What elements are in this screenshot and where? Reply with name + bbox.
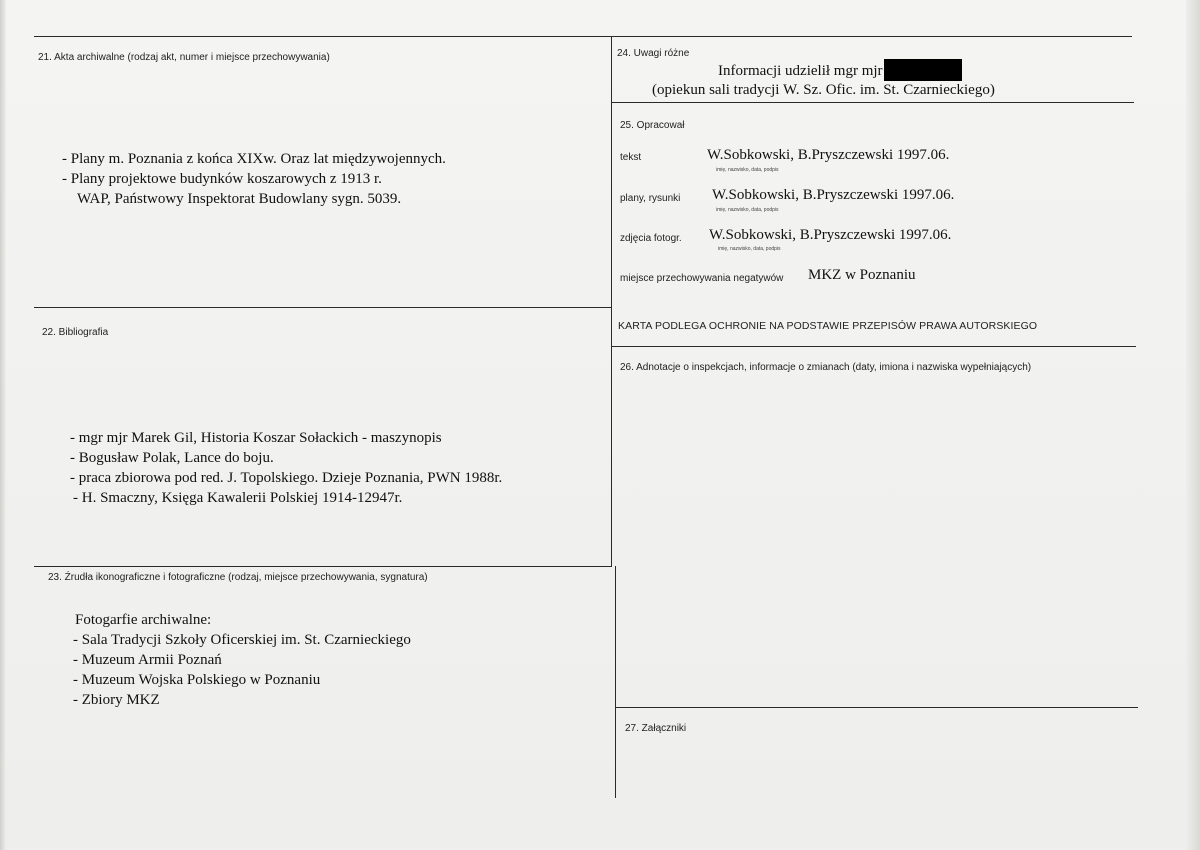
s21-title: 21. Akta archiwalne (rodzaj akt, numer i miejsce przechowywania): [38, 52, 330, 63]
s26-title: 26. Adnotacje o inspekcjach, informacje o zmianach (daty, imiona i nazwiska wypełniających): [620, 362, 1032, 373]
s23-line-3: - Muzeum Wojska Polskiego w Poznaniu: [73, 672, 321, 688]
s23-title: 23. Źrudła ikonograficzne i fotograficzne (rodzaj, miejsce przechowywania, sygnatura): [48, 572, 428, 583]
center-divider-lower: [615, 566, 616, 798]
s25-row-2-value: W.Sobkowski, B.Pryszczewski 1997.06.: [712, 187, 955, 203]
s27-title: 27. Załączniki: [625, 723, 687, 734]
redaction-block: [884, 59, 962, 81]
s25-row-2-sub: imię, nazwisko, data, podpis: [716, 207, 779, 213]
s25-row-3-label: zdjęcia fotogr.: [620, 233, 682, 244]
s21-bottom-rule: [34, 307, 612, 308]
s21-line-3: WAP, Państwowy Inspektorat Budowlany sygn. 5039.: [77, 191, 402, 207]
s23-line-2: - Muzeum Armii Poznań: [73, 652, 222, 668]
s24-bottom-rule: [611, 102, 1134, 103]
paper-edge-right: [1186, 0, 1200, 850]
s23-heading: Fotogarfie archiwalne:: [75, 612, 212, 628]
s22-line-4: - H. Smaczny, Księga Kawalerii Polskiej 1914-12947r.: [73, 490, 403, 506]
paper-edge-left: [0, 0, 6, 850]
s21-line-1: - Plany m. Poznania z końca XIXw. Oraz lat międzywojennych.: [62, 151, 446, 167]
s25-row-1-sub: imię, nazwisko, data, podpis: [716, 167, 779, 173]
s24-title: 24. Uwagi różne: [617, 48, 690, 59]
center-divider: [611, 36, 612, 566]
top-rule: [34, 36, 1132, 37]
s21-line-2: - Plany projektowe budynków koszarowych z 1913 r.: [62, 171, 382, 187]
s25-row-1-label: tekst: [620, 152, 642, 163]
s25-negatives-value: MKZ w Poznaniu: [808, 267, 916, 283]
s25-title: 25. Opracował: [620, 120, 685, 131]
s22-title: 22. Bibliografia: [42, 327, 109, 338]
s25-row-2-label: plany, rysunki: [620, 193, 681, 204]
s24-line-2: (opiekun sali tradycji W. Sz. Ofic. im. St. Czarnieckiego): [652, 82, 995, 98]
s22-line-1: - mgr mjr Marek Gil, Historia Koszar Sołackich - maszynopis: [70, 430, 442, 446]
s26-bottom-rule: [615, 707, 1138, 708]
s23-line-4: - Zbiory MKZ: [73, 692, 160, 708]
s25-negatives-label: miejsce przechowywania negatywów: [620, 273, 784, 284]
s25-row-3-sub: imię, nazwisko, data, podpis: [718, 246, 781, 252]
s22-bottom-rule: [34, 566, 612, 567]
s22-line-3: - praca zbiorowa pod red. J. Topolskiego. Dzieje Poznania, PWN 1988r.: [70, 470, 503, 486]
copyright-notice: KARTA PODLEGA OCHRONIE NA PODSTAWIE PRZEPISÓW PRAWA AUTORSKIEGO: [618, 320, 1038, 332]
s25-row-3-value: W.Sobkowski, B.Pryszczewski 1997.06.: [709, 227, 952, 243]
s25-bottom-rule: [611, 346, 1136, 347]
s25-row-1-value: W.Sobkowski, B.Pryszczewski 1997.06.: [707, 147, 950, 163]
s24-line-1: Informacji udzielił mgr mjr: [718, 63, 883, 79]
s22-line-2: - Bogusław Polak, Lance do boju.: [70, 450, 274, 466]
s23-line-1: - Sala Tradycji Szkoły Oficerskiej im. St. Czarnieckiego: [73, 632, 411, 648]
